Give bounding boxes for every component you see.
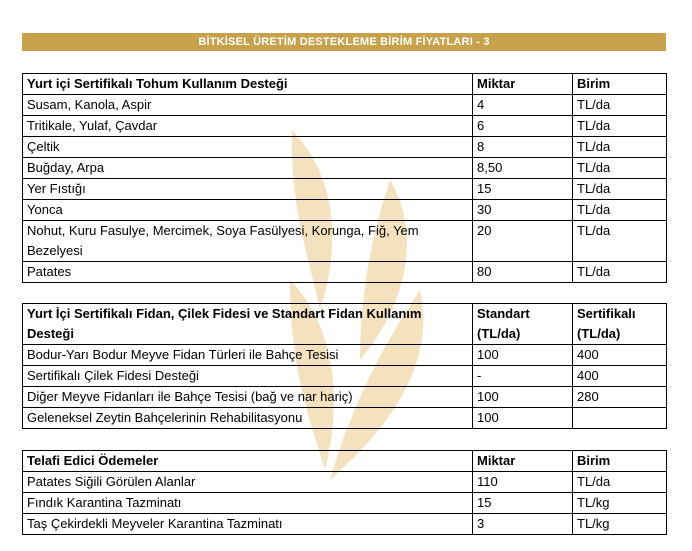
- table-cell: Sertifikalı Çilek Fidesi Desteği: [23, 366, 473, 387]
- compensation-payments-table: [22, 450, 667, 535]
- page-title-banner: BİTKİSEL ÜRETİM DESTEKLEME BİRİM FİYATLARI - 3: [22, 33, 666, 51]
- seed-support-table: [22, 73, 667, 283]
- table-cell: [573, 408, 667, 429]
- table-cell: Patates Siğili Görülen Alanlar: [23, 472, 473, 493]
- table-cell: TL/kg: [573, 514, 667, 535]
- sapling-support-table: [22, 303, 667, 429]
- table-row: [23, 387, 667, 408]
- table-cell: TL/da: [573, 179, 667, 200]
- table-cell: 400: [573, 366, 667, 387]
- table-row: [23, 514, 667, 535]
- table-cell: TL/da: [573, 95, 667, 116]
- header-cell: Telafi Edici Ödemeler: [23, 451, 473, 472]
- table-cell: Buğday, Arpa: [23, 158, 473, 179]
- header-cell: Birim: [573, 451, 667, 472]
- table-cell: TL/da: [573, 472, 667, 493]
- table-cell: 80: [473, 262, 573, 283]
- table-row: [23, 158, 667, 179]
- header-cell: Yurt içi Sertifikalı Tohum Kullanım Desteği: [23, 74, 473, 95]
- table-cell: 30: [473, 200, 573, 221]
- header-cell: Standart (TL/da): [473, 304, 573, 345]
- table-cell: TL/da: [573, 221, 667, 262]
- table-cell: Patates: [23, 262, 473, 283]
- table-row: [23, 408, 667, 429]
- table-cell: TL/da: [573, 262, 667, 283]
- header-cell: Miktar: [473, 451, 573, 472]
- table-cell: TL/da: [573, 200, 667, 221]
- table-row: [23, 221, 667, 262]
- table-cell: Fındık Karantina Tazminatı: [23, 493, 473, 514]
- table-row: [23, 493, 667, 514]
- table-row: [23, 262, 667, 283]
- table-cell: Susam, Kanola, Aspir: [23, 95, 473, 116]
- table-header-row: [23, 451, 667, 472]
- header-cell: Birim: [573, 74, 667, 95]
- table-cell: 6: [473, 116, 573, 137]
- table-row: [23, 200, 667, 221]
- table-cell: 400: [573, 345, 667, 366]
- table-cell: 100: [473, 387, 573, 408]
- table-cell: Bodur-Yarı Bodur Meyve Fidan Türleri ile Bahçe Tesisi: [23, 345, 473, 366]
- table-row: [23, 472, 667, 493]
- table-row: [23, 345, 667, 366]
- table-cell: Diğer Meyve Fidanları ile Bahçe Tesisi (bağ ve nar hariç): [23, 387, 473, 408]
- table-cell: Yonca: [23, 200, 473, 221]
- table-cell: Tritikale, Yulaf, Çavdar: [23, 116, 473, 137]
- table-cell: TL/kg: [573, 493, 667, 514]
- table-row: [23, 179, 667, 200]
- table-row: [23, 366, 667, 387]
- table-cell: TL/da: [573, 116, 667, 137]
- table-cell: 4: [473, 95, 573, 116]
- table-row: [23, 137, 667, 158]
- header-cell: Yurt İçi Sertifikalı Fidan, Çilek Fidesi ve Standart Fidan Kullanım Desteği: [23, 304, 473, 345]
- table-cell: TL/da: [573, 158, 667, 179]
- table-row: [23, 95, 667, 116]
- table-cell: 8: [473, 137, 573, 158]
- table-cell: 8,50: [473, 158, 573, 179]
- table-cell: Geleneksel Zeytin Bahçelerinin Rehabilitasyonu: [23, 408, 473, 429]
- table-cell: Yer Fıstığı: [23, 179, 473, 200]
- table-header-row: [23, 304, 667, 345]
- table-cell: 15: [473, 179, 573, 200]
- table-cell: 20: [473, 221, 573, 262]
- table-cell: -: [473, 366, 573, 387]
- header-cell: Sertifikalı (TL/da): [573, 304, 667, 345]
- table-row: [23, 116, 667, 137]
- table-cell: 110: [473, 472, 573, 493]
- table-cell: 280: [573, 387, 667, 408]
- table-cell: 15: [473, 493, 573, 514]
- table-cell: Çeltik: [23, 137, 473, 158]
- table-cell: Nohut, Kuru Fasulye, Mercimek, Soya Fasülyesi, Korunga, Fiğ, Yem Bezelyesi: [23, 221, 473, 262]
- table-header-row: [23, 74, 667, 95]
- table-cell: TL/da: [573, 137, 667, 158]
- table-cell: 100: [473, 408, 573, 429]
- table-cell: 100: [473, 345, 573, 366]
- table-cell: Taş Çekirdekli Meyveler Karantina Tazminatı: [23, 514, 473, 535]
- table-cell: 3: [473, 514, 573, 535]
- header-cell: Miktar: [473, 74, 573, 95]
